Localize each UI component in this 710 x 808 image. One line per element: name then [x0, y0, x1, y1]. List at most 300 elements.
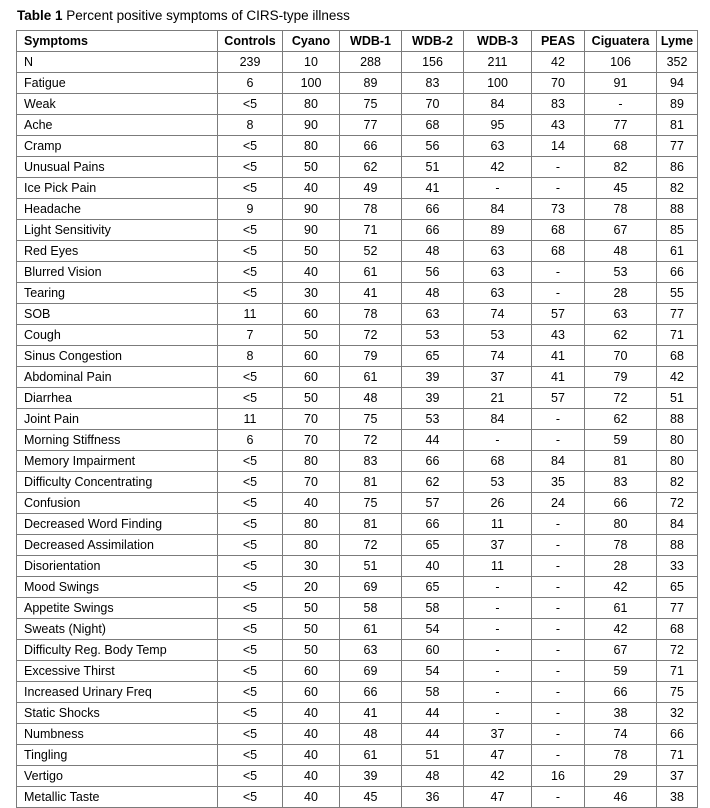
cell-value: 65: [402, 577, 464, 598]
cell-value: <5: [218, 577, 283, 598]
table-row: [17, 304, 698, 325]
cell-value: 51: [402, 157, 464, 178]
cell-value: 78: [340, 199, 402, 220]
cell-value: 48: [340, 388, 402, 409]
cell-value: 43: [532, 115, 585, 136]
cell-value: 67: [585, 220, 657, 241]
cell-value: <5: [218, 157, 283, 178]
cell-value: 91: [585, 73, 657, 94]
cell-value: 42: [464, 157, 532, 178]
cell-value: 75: [340, 94, 402, 115]
cell-value: 37: [464, 724, 532, 745]
cell-value: -: [464, 619, 532, 640]
cell-value: 78: [340, 304, 402, 325]
cell-value: 38: [585, 703, 657, 724]
cell-value: 57: [532, 304, 585, 325]
cell-value: 68: [532, 241, 585, 262]
cell-value: 66: [657, 724, 698, 745]
cell-value: <5: [218, 514, 283, 535]
cell-value: <5: [218, 262, 283, 283]
table-header: [17, 31, 698, 52]
table-row: [17, 136, 698, 157]
cell-value: 50: [283, 640, 340, 661]
cell-value: 61: [340, 745, 402, 766]
cell-value: 45: [585, 178, 657, 199]
cell-value: 11: [464, 514, 532, 535]
cell-value: 74: [585, 724, 657, 745]
cell-value: 72: [340, 325, 402, 346]
table-row: [17, 178, 698, 199]
cell-value: 80: [283, 514, 340, 535]
cell-value: 9: [218, 199, 283, 220]
cell-value: 50: [283, 619, 340, 640]
cell-value: 82: [657, 178, 698, 199]
cell-value: <5: [218, 283, 283, 304]
cell-value: 94: [657, 73, 698, 94]
cell-value: 53: [464, 325, 532, 346]
cell-value: <5: [218, 703, 283, 724]
cell-value: 63: [585, 304, 657, 325]
table-row: [17, 766, 698, 787]
cell-value: 37: [464, 535, 532, 556]
table-row: [17, 115, 698, 136]
cell-value: 72: [657, 493, 698, 514]
cell-value: 48: [402, 241, 464, 262]
cell-value: 57: [402, 493, 464, 514]
cell-value: <5: [218, 766, 283, 787]
cell-value: <5: [218, 535, 283, 556]
cell-value: 61: [657, 241, 698, 262]
table-row: [17, 283, 698, 304]
table-row: [17, 703, 698, 724]
cell-value: 66: [340, 682, 402, 703]
cell-value: 11: [218, 409, 283, 430]
cell-value: 42: [585, 577, 657, 598]
table-row: [17, 241, 698, 262]
cell-value: 60: [283, 661, 340, 682]
table-row: [17, 220, 698, 241]
cell-value: 45: [340, 787, 402, 808]
cell-value: 14: [532, 136, 585, 157]
cell-value: 70: [283, 472, 340, 493]
cell-value: 10: [283, 52, 340, 73]
cell-symptom: Morning Stiffness: [17, 430, 218, 451]
table-row: [17, 94, 698, 115]
cell-value: <5: [218, 745, 283, 766]
cell-value: -: [532, 157, 585, 178]
cell-value: <5: [218, 661, 283, 682]
cell-value: 72: [340, 535, 402, 556]
cell-value: 41: [340, 703, 402, 724]
cell-value: 60: [283, 346, 340, 367]
cell-value: 80: [283, 535, 340, 556]
cell-value: 62: [402, 472, 464, 493]
cell-value: 32: [657, 703, 698, 724]
table-row: [17, 535, 698, 556]
cell-value: 84: [657, 514, 698, 535]
cell-value: 75: [340, 409, 402, 430]
cell-value: 39: [402, 388, 464, 409]
cell-symptom: Abdominal Pain: [17, 367, 218, 388]
cell-value: 80: [283, 94, 340, 115]
column-header-cyano: Cyano: [283, 31, 340, 52]
cell-value: 50: [283, 157, 340, 178]
cell-value: 352: [657, 52, 698, 73]
table-row: [17, 724, 698, 745]
cell-value: 81: [657, 115, 698, 136]
cell-value: 40: [283, 787, 340, 808]
table-row: [17, 682, 698, 703]
caption-description: Percent positive symptoms of CIRS-type illness: [66, 8, 350, 23]
cell-symptom: Disorientation: [17, 556, 218, 577]
cell-value: -: [585, 94, 657, 115]
cell-value: 70: [532, 73, 585, 94]
table-row: [17, 52, 698, 73]
column-header-peas: PEAS: [532, 31, 585, 52]
cell-value: 38: [657, 787, 698, 808]
cell-value: 66: [657, 262, 698, 283]
table-row: [17, 619, 698, 640]
cell-value: 63: [464, 283, 532, 304]
column-header-symptoms: Symptoms: [17, 31, 218, 52]
cell-value: 50: [283, 241, 340, 262]
cell-value: 77: [585, 115, 657, 136]
cell-value: 90: [283, 220, 340, 241]
cell-value: 50: [283, 325, 340, 346]
table-row: [17, 556, 698, 577]
cell-value: 71: [340, 220, 402, 241]
cell-value: 80: [657, 430, 698, 451]
cell-value: <5: [218, 556, 283, 577]
cell-value: 59: [585, 430, 657, 451]
cell-value: 37: [464, 367, 532, 388]
table-caption: [17, 8, 350, 24]
column-header-wdb-3: WDB-3: [464, 31, 532, 52]
cell-value: 59: [585, 661, 657, 682]
cell-value: 66: [402, 514, 464, 535]
cell-value: 71: [657, 661, 698, 682]
cell-value: 30: [283, 283, 340, 304]
cell-value: 48: [402, 766, 464, 787]
cell-value: 82: [585, 157, 657, 178]
cell-symptom: Tearing: [17, 283, 218, 304]
cell-symptom: Increased Urinary Freq: [17, 682, 218, 703]
cell-symptom: Numbness: [17, 724, 218, 745]
table-row: [17, 430, 698, 451]
table-row: [17, 514, 698, 535]
cell-value: 81: [340, 514, 402, 535]
cell-value: 78: [585, 745, 657, 766]
cell-value: 16: [532, 766, 585, 787]
cell-value: 63: [402, 304, 464, 325]
cell-symptom: Fatigue: [17, 73, 218, 94]
column-header-controls: Controls: [218, 31, 283, 52]
cell-value: 54: [402, 661, 464, 682]
cell-value: 80: [283, 451, 340, 472]
cell-value: 62: [340, 157, 402, 178]
cell-value: 61: [340, 367, 402, 388]
cell-value: 48: [585, 241, 657, 262]
cell-value: 56: [402, 262, 464, 283]
cell-value: <5: [218, 451, 283, 472]
cell-symptom: Ache: [17, 115, 218, 136]
column-header-lyme: Lyme: [657, 31, 698, 52]
cell-value: 68: [657, 346, 698, 367]
cell-value: <5: [218, 220, 283, 241]
cell-value: 21: [464, 388, 532, 409]
cell-value: 68: [532, 220, 585, 241]
cell-value: 84: [464, 409, 532, 430]
cell-value: 77: [340, 115, 402, 136]
cell-value: -: [532, 556, 585, 577]
cell-value: 100: [464, 73, 532, 94]
table-row: [17, 367, 698, 388]
cell-value: 66: [402, 451, 464, 472]
cell-value: 72: [585, 388, 657, 409]
cell-value: 30: [283, 556, 340, 577]
cell-value: -: [464, 178, 532, 199]
cell-value: <5: [218, 493, 283, 514]
cell-value: 46: [585, 787, 657, 808]
table-row: [17, 157, 698, 178]
cell-symptom: Decreased Assimilation: [17, 535, 218, 556]
cell-value: 60: [283, 304, 340, 325]
cell-value: 37: [657, 766, 698, 787]
cell-value: 50: [283, 598, 340, 619]
cell-value: 40: [283, 724, 340, 745]
cell-value: -: [464, 430, 532, 451]
cell-value: 68: [657, 619, 698, 640]
cell-value: -: [532, 682, 585, 703]
cell-value: 39: [402, 367, 464, 388]
cell-value: 41: [402, 178, 464, 199]
cell-value: 49: [340, 178, 402, 199]
cell-value: <5: [218, 241, 283, 262]
cell-value: 71: [657, 325, 698, 346]
cell-value: 90: [283, 115, 340, 136]
cell-value: 84: [532, 451, 585, 472]
cell-value: -: [464, 682, 532, 703]
cell-value: 79: [340, 346, 402, 367]
table-row: [17, 577, 698, 598]
cell-value: 83: [532, 94, 585, 115]
cell-value: 74: [464, 346, 532, 367]
cell-symptom: Vertigo: [17, 766, 218, 787]
cell-symptom: Confusion: [17, 493, 218, 514]
cell-value: 7: [218, 325, 283, 346]
cell-symptom: Weak: [17, 94, 218, 115]
caption-label: Table 1: [17, 8, 63, 23]
cell-value: <5: [218, 178, 283, 199]
cell-value: 63: [464, 241, 532, 262]
cell-value: 40: [402, 556, 464, 577]
cell-value: 66: [402, 199, 464, 220]
cell-value: 60: [283, 682, 340, 703]
cell-value: <5: [218, 136, 283, 157]
cell-value: 53: [402, 325, 464, 346]
cell-value: 40: [283, 178, 340, 199]
cell-value: <5: [218, 682, 283, 703]
cell-value: 66: [340, 136, 402, 157]
cell-value: 67: [585, 640, 657, 661]
table-row: [17, 472, 698, 493]
cell-value: 66: [585, 682, 657, 703]
cell-value: 71: [657, 745, 698, 766]
cell-symptom: Light Sensitivity: [17, 220, 218, 241]
symptoms-table: [16, 30, 698, 808]
cell-value: 28: [585, 283, 657, 304]
cell-value: 70: [283, 430, 340, 451]
cell-value: -: [464, 577, 532, 598]
cell-value: <5: [218, 367, 283, 388]
cell-value: 62: [585, 409, 657, 430]
cell-value: 8: [218, 346, 283, 367]
cell-value: 11: [218, 304, 283, 325]
cell-value: 78: [585, 535, 657, 556]
cell-value: 77: [657, 598, 698, 619]
cell-value: 60: [402, 640, 464, 661]
cell-value: -: [532, 283, 585, 304]
cell-value: 95: [464, 115, 532, 136]
cell-value: 80: [585, 514, 657, 535]
cell-value: 51: [340, 556, 402, 577]
cell-value: 42: [464, 766, 532, 787]
cell-value: 26: [464, 493, 532, 514]
cell-symptom: Unusual Pains: [17, 157, 218, 178]
cell-value: 65: [657, 577, 698, 598]
cell-value: 63: [340, 640, 402, 661]
cell-value: -: [532, 535, 585, 556]
symptoms-table-container: [16, 30, 697, 808]
cell-symptom: Red Eyes: [17, 241, 218, 262]
cell-value: 61: [585, 598, 657, 619]
cell-value: 66: [585, 493, 657, 514]
cell-value: -: [532, 409, 585, 430]
cell-value: 80: [657, 451, 698, 472]
cell-value: 70: [585, 346, 657, 367]
cell-value: -: [532, 745, 585, 766]
cell-value: 68: [464, 451, 532, 472]
cell-value: <5: [218, 640, 283, 661]
cell-symptom: SOB: [17, 304, 218, 325]
cell-value: 88: [657, 199, 698, 220]
cell-value: 40: [283, 703, 340, 724]
cell-value: 70: [283, 409, 340, 430]
cell-value: 69: [340, 661, 402, 682]
cell-value: -: [532, 619, 585, 640]
cell-value: 86: [657, 157, 698, 178]
cell-value: 89: [340, 73, 402, 94]
cell-value: 47: [464, 787, 532, 808]
cell-value: 11: [464, 556, 532, 577]
cell-value: -: [532, 178, 585, 199]
cell-value: 48: [402, 283, 464, 304]
cell-symptom: Metallic Taste: [17, 787, 218, 808]
cell-value: 58: [402, 682, 464, 703]
cell-value: -: [532, 430, 585, 451]
cell-value: 41: [532, 367, 585, 388]
cell-value: 288: [340, 52, 402, 73]
cell-value: 44: [402, 430, 464, 451]
cell-value: 72: [340, 430, 402, 451]
cell-value: 106: [585, 52, 657, 73]
column-header-wdb-1: WDB-1: [340, 31, 402, 52]
cell-value: 47: [464, 745, 532, 766]
cell-value: 40: [283, 745, 340, 766]
cell-symptom: Mood Swings: [17, 577, 218, 598]
table-row: [17, 262, 698, 283]
cell-value: 20: [283, 577, 340, 598]
cell-value: -: [532, 262, 585, 283]
cell-value: <5: [218, 472, 283, 493]
cell-value: 24: [532, 493, 585, 514]
cell-value: 62: [585, 325, 657, 346]
cell-symptom: Ice Pick Pain: [17, 178, 218, 199]
table-body: [17, 52, 698, 808]
cell-value: 65: [402, 346, 464, 367]
table-row: [17, 640, 698, 661]
cell-value: 83: [402, 73, 464, 94]
cell-value: 40: [283, 262, 340, 283]
cell-value: 28: [585, 556, 657, 577]
cell-value: 78: [585, 199, 657, 220]
cell-value: 66: [402, 220, 464, 241]
table-header-row: [17, 31, 698, 52]
cell-symptom: Cramp: [17, 136, 218, 157]
cell-value: 82: [657, 472, 698, 493]
cell-value: 44: [402, 703, 464, 724]
cell-value: 88: [657, 535, 698, 556]
cell-value: <5: [218, 619, 283, 640]
cell-value: 211: [464, 52, 532, 73]
cell-symptom: Difficulty Concentrating: [17, 472, 218, 493]
cell-value: 58: [402, 598, 464, 619]
cell-value: 40: [283, 766, 340, 787]
cell-symptom: Sinus Congestion: [17, 346, 218, 367]
cell-value: <5: [218, 94, 283, 115]
cell-symptom: Decreased Word Finding: [17, 514, 218, 535]
cell-value: 33: [657, 556, 698, 577]
cell-value: 53: [464, 472, 532, 493]
cell-value: 73: [532, 199, 585, 220]
cell-value: <5: [218, 724, 283, 745]
cell-value: -: [532, 661, 585, 682]
table-row: [17, 346, 698, 367]
cell-value: 42: [585, 619, 657, 640]
table-row: [17, 787, 698, 808]
cell-symptom: Headache: [17, 199, 218, 220]
cell-value: <5: [218, 598, 283, 619]
cell-value: 6: [218, 430, 283, 451]
cell-value: 75: [657, 682, 698, 703]
cell-value: -: [532, 514, 585, 535]
cell-value: 6: [218, 73, 283, 94]
table-row: [17, 493, 698, 514]
cell-value: 77: [657, 304, 698, 325]
cell-value: 51: [657, 388, 698, 409]
cell-value: 42: [532, 52, 585, 73]
cell-value: 51: [402, 745, 464, 766]
cell-value: 89: [657, 94, 698, 115]
table-row: [17, 745, 698, 766]
cell-value: -: [532, 724, 585, 745]
column-header-ciguatera: Ciguatera: [585, 31, 657, 52]
cell-value: <5: [218, 388, 283, 409]
cell-value: 39: [340, 766, 402, 787]
table-row: [17, 73, 698, 94]
cell-value: -: [532, 577, 585, 598]
cell-value: 36: [402, 787, 464, 808]
